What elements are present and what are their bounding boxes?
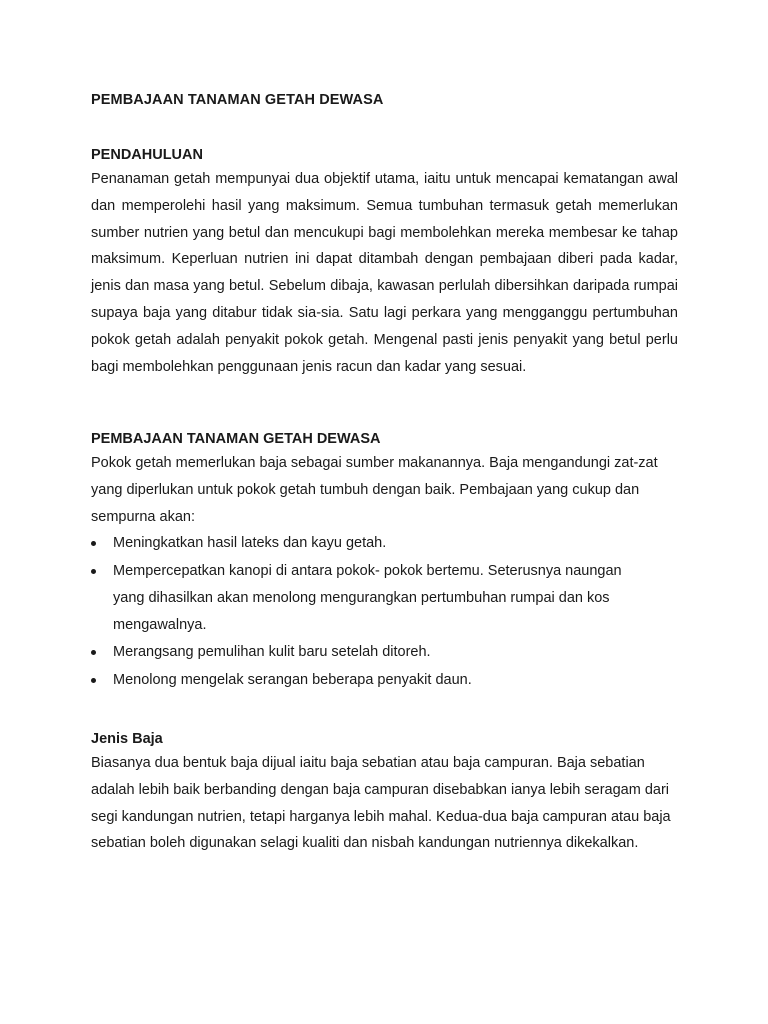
list-item-text: Meningkatkan hasil lateks dan kayu getah. (113, 535, 387, 552)
section-heading: Jenis Baja (91, 731, 163, 747)
list-item-text: Mempercepatkan kanopi di antara pokok- pokok bertemu. Seterusnya naungan yang dihasilkan akan menolong mengurangkan pertumbuhan rumpai dan kos mengawalnya. (113, 563, 622, 633)
benefit-list (91, 530, 678, 693)
list-item-text: Merangsang pemulihan kulit baru setelah ditoreh. (113, 644, 431, 661)
section-paragraph: Pokok getah memerlukan baja sebagai sumber makanannya. Baja mengandungi zat-zat yang diperlukan untuk pokok getah tumbuh dengan baik. Pembajaan yang cukup dan sempurna akan: (91, 455, 658, 525)
bullet-icon (91, 541, 96, 546)
bullet-icon (91, 678, 96, 683)
list-item (91, 639, 678, 666)
section-paragraph: Penanaman getah mempunyai dua objektif utama, iaitu untuk mencapai kematangan awal dan memperolehi hasil yang maksimum. Semua tumbuhan termasuk getah memerlukan sumber nutrien yang betul dan mencukupi bagi membolehkan mereka membesar ke tahap maksimum. Keperluan nutrien ini dapat ditambah dengan pembajaan diberi pada kadar, jenis dan masa yang betul. Sebelum dibaja, kawasan perlulah dibersihkan daripada rumpai supaya baja yang ditabur tidak sia-sia. Satu lagi perkara yang mengganggu pertumbuhan pokok getah adalah penyakit pokok getah. Mengenal pasti jenis penyakit yang betul perlu bagi membolehkan penggunaan jenis racun dan kadar yang sesuai. (91, 171, 678, 375)
list-item (91, 667, 678, 694)
bullet-icon (91, 650, 96, 655)
section-heading: PEMBAJAAN TANAMAN GETAH DEWASA (91, 431, 381, 447)
section-jenis-baja (91, 729, 678, 857)
list-item (91, 530, 678, 557)
list-item (91, 558, 653, 638)
section-paragraph: Biasanya dua bentuk baja dijual iaitu baja sebatian atau baja campuran. Baja sebatian adalah lebih baik berbanding dengan baja campuran disebabkan ianya lebih seragam dari segi kandungan nutrien, tetapi harganya lebih mahal. Kedua-dua baja campuran atau baja sebatian boleh digunakan selagi kualiti dan nisbah kandungan nutriennya dikekalkan. (91, 755, 671, 852)
section-heading: PENDAHULUAN (91, 147, 203, 163)
section-pendahuluan (91, 145, 678, 380)
bullet-icon (91, 569, 96, 574)
list-item-text: Menolong mengelak serangan beberapa penyakit daun. (113, 672, 472, 689)
document-title: PEMBAJAAN TANAMAN GETAH DEWASA (91, 92, 384, 108)
section-pembajaan (91, 429, 678, 695)
